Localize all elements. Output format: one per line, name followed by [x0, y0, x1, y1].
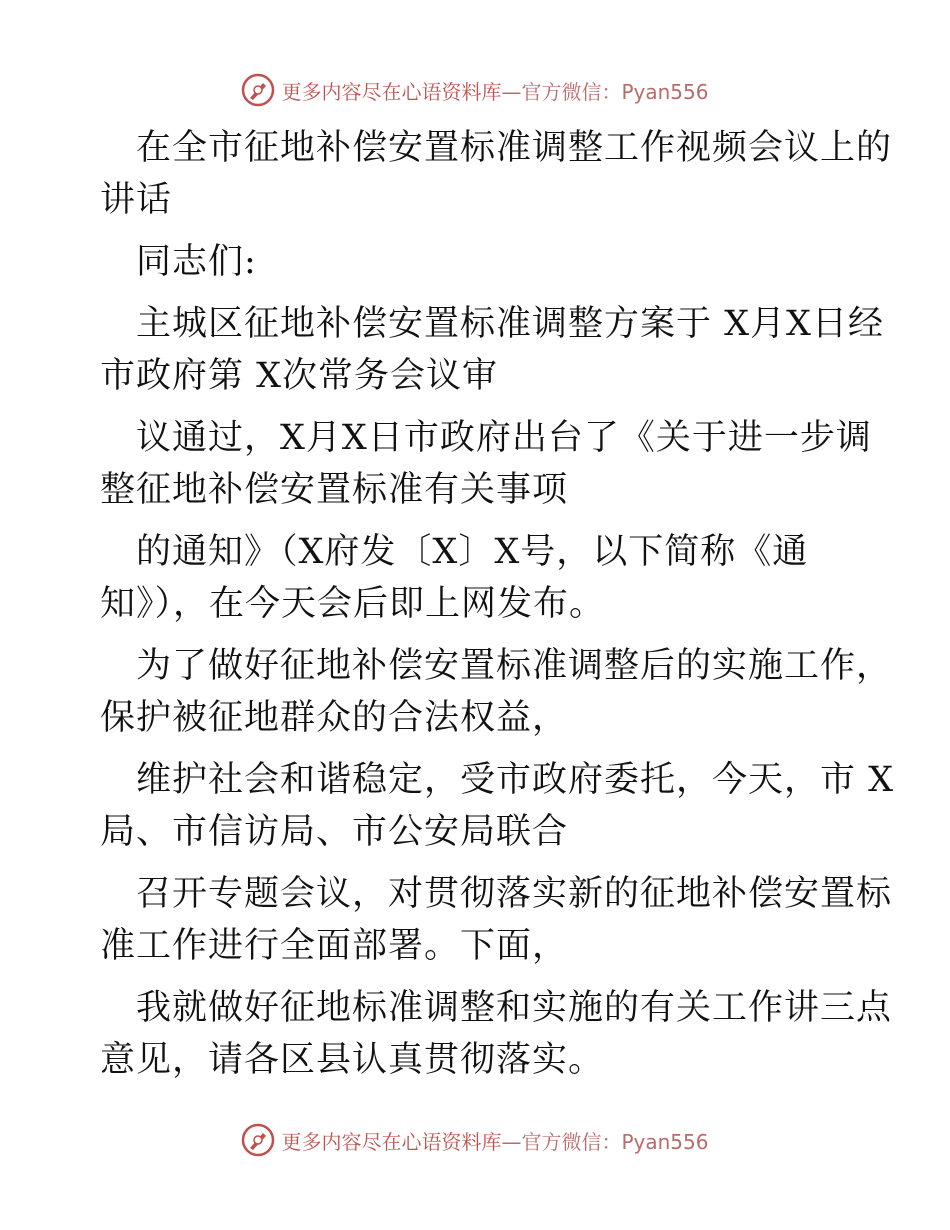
paragraph-line: 为了做好征地补偿安置标准调整后的实施工作， [136, 646, 893, 686]
paragraph-9 [100, 982, 893, 1086]
paragraph-4 [100, 412, 872, 516]
paragraph-8 [100, 868, 893, 972]
paragraph-3 [100, 298, 884, 402]
footer-watermark-banner [0, 1120, 950, 1160]
paragraph-line: 召开专题会议，对贯彻落实新的征地补偿安置标 [136, 874, 893, 914]
banner-wechat: —官方微信：Pyan556 [501, 1129, 709, 1154]
paragraph-line: 我就做好征地标准调整和实施的有关工作讲三点 [136, 988, 893, 1028]
paragraph-5 [100, 526, 860, 630]
paragraph-line: 市政府第 X次常务会议审 [100, 356, 499, 396]
banner-wechat: —官方微信：Pyan556 [501, 79, 709, 104]
paragraph-line: 准工作进行全面部署。下面， [100, 926, 569, 966]
banner-title: 更多内容尽在心语资料库 [281, 79, 502, 104]
document-body [100, 122, 895, 1096]
paragraph-7 [100, 754, 895, 858]
paragraph-1 [100, 122, 893, 226]
paragraph-line: 维护社会和谐稳定，受市政府委托，今天，市 X [136, 760, 895, 800]
paragraph-line: 同志们: [136, 242, 257, 282]
paragraph-line: 在全市征地补偿安置标准调整工作视频会议上的 [136, 128, 893, 168]
paragraph-line: 主城区征地补偿安置标准调整方案于 X月X日经 [136, 304, 884, 344]
banner-title: 更多内容尽在心语资料库 [281, 1129, 502, 1154]
paragraph-6 [100, 640, 893, 744]
paragraph-line: 的通知》（X府发〔X〕X号，以下简称《通 [136, 532, 809, 572]
paragraph-line: 意见，请各区县认真贯彻落实。 [100, 1040, 605, 1080]
paragraph-line: 议通过，X月X日市政府出台了《关于进一步调 [136, 418, 872, 458]
paragraph-line: 保护被征地群众的合法权益， [100, 698, 569, 738]
pen-logo-icon [241, 73, 275, 107]
paragraph-line: 讲话 [100, 180, 173, 220]
paragraph-line: 局、市信访局、市公安局联合 [100, 812, 569, 852]
salutation [100, 236, 860, 288]
header-watermark-banner [0, 70, 950, 110]
pen-logo-icon [241, 1123, 275, 1157]
paragraph-line: 整征地补偿安置标准有关事项 [100, 470, 569, 510]
paragraph-line: 知》），在今天会后即上网发布。 [100, 584, 606, 624]
